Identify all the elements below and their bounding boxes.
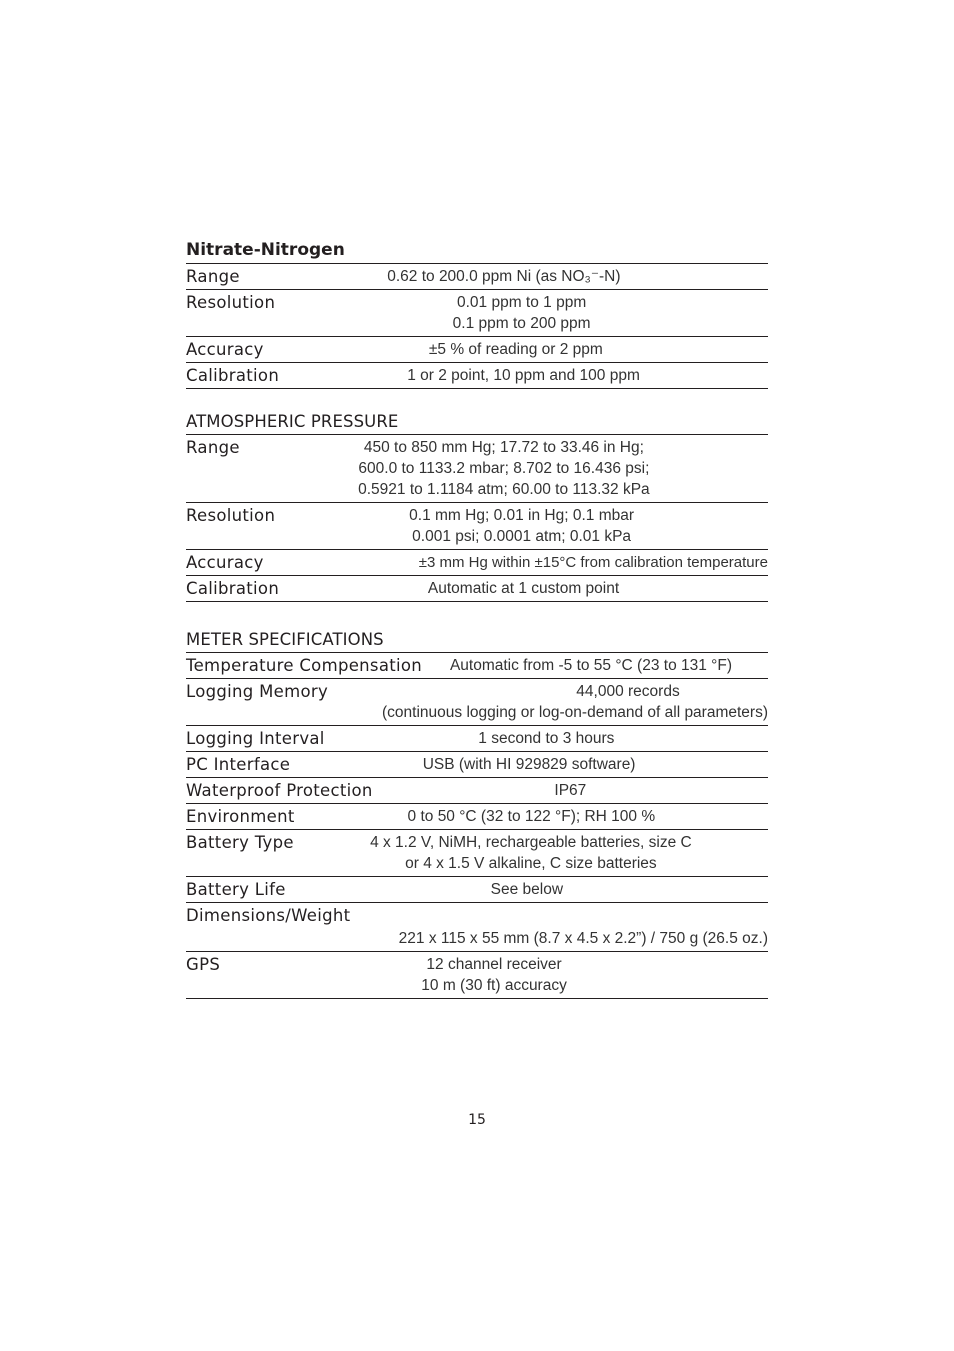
spec-value-line: 221 x 115 x 55 mm (8.7 x 4.5 x 2.2”) / 750 g (26.5 oz.) [398,930,768,947]
spec-value [294,830,768,876]
spec-table-nitrate [186,263,768,389]
spec-label: Calibration [186,366,280,385]
spec-value-line: 0.001 psi; 0.0001 atm; 0.01 kPa [412,528,632,545]
spec-value-line: USB (with HI 929829 software) [422,756,636,773]
spec-table-meter-specifications [186,652,768,999]
spec-value-line: Automatic from -5 to 55 °C (23 to 131 °F) [449,657,732,674]
spec-row [186,337,768,363]
spec-value-line: 600.0 to 1133.2 mbar; 8.702 to 16.436 psi; [358,460,650,477]
spec-value [264,550,768,575]
spec-document [186,238,768,999]
spec-value-line: ±5 % of reading or 2 ppm [428,341,603,358]
section-title-atmospheric-pressure: ATMOSPHERIC PRESSURE [186,412,399,431]
spec-value-line: (continuous logging or log-on-demand of all parameters) [382,704,768,721]
spec-value [328,679,768,725]
spec-value [422,653,768,678]
spec-value [240,264,768,289]
spec-label: Waterproof Protection [186,781,373,800]
spec-value-line: Automatic at 1 custom point [427,580,620,597]
spec-value [240,435,768,502]
spec-row [186,804,768,830]
spec-value-line: IP67 [554,782,587,799]
spec-value-line: 12 channel receiver [426,956,562,973]
spec-value [279,363,768,388]
spec-label: Logging Interval [186,729,325,748]
spec-value-line: 0.1 mm Hg; 0.01 in Hg; 0.1 mbar [409,507,635,524]
spec-label: Battery Life [186,880,286,899]
spec-label: Resolution [186,506,276,525]
spec-row [186,679,768,726]
spec-row [186,435,768,503]
spec-value-line: See below [490,881,564,898]
spec-value-line: 44,000 records [576,683,680,700]
spec-value [186,926,768,951]
spec-row [186,503,768,550]
spec-value-line: 4 x 1.2 V, NiMH, rechargeable batteries, size C [370,834,692,851]
spec-row [186,264,768,290]
spec-row [186,903,768,952]
spec-label: Range [186,438,240,457]
spec-value [264,337,768,362]
spec-value-line: 450 to 850 mm Hg; 17.72 to 33.46 in Hg; [363,439,644,456]
spec-label: Battery Type [186,833,294,852]
spec-row [186,290,768,337]
page-number: 15 [468,1112,486,1128]
spec-value-line: 0.5921 to 1.1184 atm; 60.00 to 113.32 kPa [358,481,650,498]
spec-row [186,576,768,602]
spec-label: Resolution [186,293,276,312]
spec-label: Logging Memory [186,682,329,701]
spec-value [286,877,768,902]
spec-row [186,550,768,576]
spec-value [325,726,768,751]
spec-value-line: 0 to 50 °C (32 to 122 °F); RH 100 % [407,808,656,825]
spec-label: Environment [186,807,295,826]
spec-row [186,877,768,903]
spec-label: Accuracy [186,553,264,572]
spec-value-line: 0.1 ppm to 200 ppm [452,315,591,332]
spec-value [290,752,768,777]
spec-row [186,726,768,752]
spec-row [186,752,768,778]
spec-row [186,653,768,679]
spec-value-line: 10 m (30 ft) accuracy [421,977,567,994]
spec-label: Accuracy [186,340,264,359]
spec-label: Range [186,267,240,286]
spec-value-line: ±3 mm Hg within ±15°C from calibration temperature [418,554,768,571]
spec-value-line: 1 or 2 point, 10 ppm and 100 ppm [407,367,640,384]
spec-label: PC Interface [186,755,291,774]
spec-value [275,290,768,336]
spec-label: Calibration [186,579,280,598]
spec-label: GPS [186,955,221,974]
spec-table-atmospheric-pressure [186,434,768,602]
spec-value-line: 1 second to 3 hours [478,730,615,747]
spec-label: Temperature Compensation [186,656,423,675]
spec-row [186,778,768,804]
spec-label: Dimensions/Weight [186,906,351,925]
spec-value-line: 0.62 to 200.0 ppm Ni (as NO₃⁻-N) [387,268,621,285]
spec-row [186,952,768,999]
spec-value [275,503,768,549]
spec-value [373,778,768,803]
spec-row [186,363,768,389]
section-title-nitrate: Nitrate-Nitrogen [186,240,345,260]
spec-row [186,830,768,877]
spec-value [220,952,768,998]
spec-value-line: 0.01 ppm to 1 ppm [456,294,587,311]
spec-value-line: or 4 x 1.5 V alkaline, C size batteries [405,855,657,872]
spec-value [295,804,768,829]
spec-value [279,576,768,601]
section-title-meter-specifications: METER SPECIFICATIONS [186,630,384,649]
